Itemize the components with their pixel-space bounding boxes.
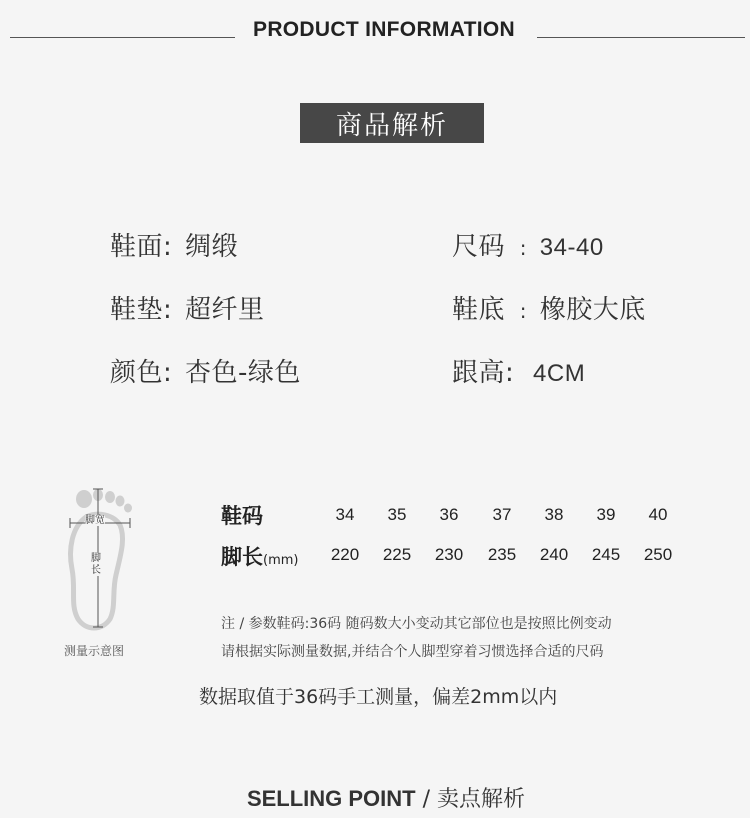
size-cell: 38 [544,505,564,524]
size-cell: 39 [596,505,616,524]
spec-upper-value: 绸缎 [185,232,239,262]
spec-heel-value: 4CM [533,360,586,387]
spec-upper-label: 鞋面: [110,232,173,262]
spec-sole-value: 橡胶大底 [539,295,646,325]
measurement-note: 数据取值于36码手工测量，偏差2mm以内 [199,686,558,708]
spec-insole-label: 鞋垫: [110,295,173,325]
length-cell: 250 [643,545,673,564]
foot-diagram-caption: 测量示意图 [63,644,124,658]
spec-sole-sep: : [519,299,528,323]
length-cell: 235 [487,545,517,564]
page-title: PRODUCT INFORMATION [253,18,515,41]
spec-color [110,352,301,389]
length-cell: 225 [382,545,412,564]
spec-insole-value: 超纤里 [185,295,265,325]
spec-upper [110,226,238,263]
spec-size-value: 34-40 [539,234,604,261]
selling-point-en: SELLING POINT [246,786,416,811]
size-note-line-1: 注 / 参数鞋码:36码 随码数大小变动其它部位也是按照比例变动 [221,616,612,632]
section-title-badge: 商品解析 [300,103,484,143]
length-cell: 230 [434,545,464,564]
spec-size [452,226,604,263]
size-cell: 40 [648,505,668,524]
size-cell: 35 [387,505,407,524]
length-cell: 245 [591,545,621,564]
foot-width-label: 脚宽 [85,515,105,526]
length-cell: 240 [539,545,569,564]
spec-sole [452,289,646,326]
selling-point-heading [0,782,750,813]
selling-point-cn: 卖点解析 [437,787,526,812]
length-row-header-text: 脚长 [221,545,263,569]
length-unit: (mm) [263,553,299,568]
length-cell: 220 [330,545,360,564]
spec-color-value: 杏色-绿色 [185,358,301,388]
size-note-line-2: 请根据实际测量数据,并结合个人脚型穿着习惯选择合适的尺码 [221,644,604,660]
spec-heel [452,352,585,389]
spec-insole [110,289,265,326]
foot-length-label-2: 长 [91,565,101,576]
size-cell: 37 [492,505,512,524]
foot-length-label-1: 脚 [91,553,101,564]
spec-heel-label: 跟高: [452,358,515,388]
size-cell: 36 [439,505,459,524]
spec-sole-label: 鞋底 [452,295,506,325]
spec-color-label: 颜色: [110,358,173,388]
spec-size-label: 尺码 [452,232,506,262]
size-cell: 34 [335,505,355,524]
spec-size-sep: : [519,236,528,260]
size-row-header: 鞋码 [221,504,263,528]
selling-point-sep: / [415,787,438,812]
length-row-header [221,541,298,571]
